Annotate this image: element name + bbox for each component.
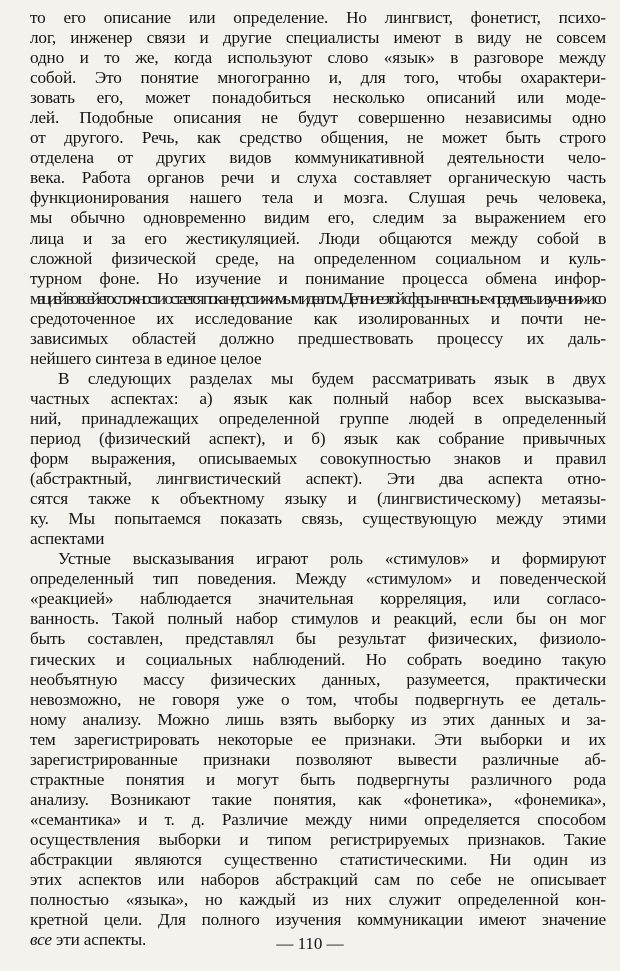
text-line: отделена от других видов коммуникативной деятельности чело- — [30, 148, 606, 168]
text-line: лог, инженер связи и другие специалисты имеют в виду не совсем — [30, 28, 606, 48]
text-line: зовать его, может понадобиться несколько описаний или моде- — [30, 88, 606, 108]
text-line: быть составлен, представлял бы результат физических, физиоло- — [30, 629, 606, 649]
text-line: ний, принадлежащих определенной группе людей в определенный — [30, 408, 606, 428]
text-line: турном фоне. Но изучение и понимание процесса обмена инфор- — [30, 268, 606, 288]
text-line: осуществления выборки и типом регистрируемых признаков. Такие — [30, 829, 606, 849]
text-line: мы обычно одновременно видим его, следим за выражением его — [30, 208, 606, 228]
text-line: «реакцией» наблюдается значительная корреляция, или согласо- — [30, 589, 606, 609]
text-line: необъятную массу физических данных, разумеется, практически — [30, 669, 606, 689]
text-line: от другого. Речь, как средство общения, не может быть строго — [30, 128, 606, 148]
text-line: (абстрактный, лингвистический аспект). Эти два аспекта отно- — [30, 469, 606, 489]
text-line: зависимых областей должно предшествовать процессу их даль- — [30, 328, 606, 348]
text-line: ванность. Такой полный набор стимулов и реакций, если бы он мог — [30, 609, 606, 629]
text-line: мацией во всей его сложности остается пока недостижимым идеалом. Деление этой сферы на частные «предметы изучения» и со- — [30, 288, 606, 308]
text-line: средоточенное их исследование как изолированных и почти не- — [30, 308, 606, 328]
text-line: «семантика» и т. д. Различие между ними определяется способом — [30, 809, 606, 829]
text-line: тем зарегистрировать некоторые ее признаки. Эти выборки и их — [30, 729, 606, 749]
text-line: собой. Это понятие многогранно и, для того, чтобы охарактери- — [30, 68, 606, 88]
paragraph-3 — [30, 549, 606, 950]
text-line: кретной цели. Для полного изучения коммуникации имеют значение — [30, 910, 606, 930]
text-line: полностью «языка», но каждый из них служит определенной кон- — [30, 890, 606, 910]
text-line: ному анализу. Можно лишь взять выборку из этих данных и за- — [30, 709, 606, 729]
text-line: зарегистрированные признаки позволяют вывести различные аб- — [30, 749, 606, 769]
text-line: функционирования нашего тела и мозга. Слушая речь человека, — [30, 188, 606, 208]
text-line: одно и то же, когда используют слово «язык» в разговоре между — [30, 48, 606, 68]
text-line: страктные понятия и могут быть подвергнуты различного рода — [30, 769, 606, 789]
text-line: абстракции являются существенно статистическими. Ни один из — [30, 849, 606, 869]
text-line: лей. Подобные описания не будут совершенно независимы одно — [30, 108, 606, 128]
paragraph-1 — [30, 8, 606, 369]
page-number: — 110 — — [276, 934, 344, 953]
text-line: сложной физической среде, на определенном социальном и куль- — [30, 248, 606, 268]
text-line: века. Работа органов речи и слуха составляет органическую часть — [30, 168, 606, 188]
text-line: частных аспектах: а) язык как полный набор всех высказыва- — [30, 388, 606, 408]
text-line: то его описание или определение. Но лингвист, фонетист, психо- — [30, 8, 606, 27]
text-line: этих аспектов или наборов абстракций сам по себе не описывает — [30, 870, 606, 890]
text-line: сятся также к объектному языку и (лингвистическому) метаязы- — [30, 489, 606, 509]
text-line: анализу. Возникают такие понятия, как «фонетика», «фонемика», — [30, 789, 606, 809]
text-line: лица и за его жестикуляцией. Люди общаются между собой в — [30, 228, 606, 248]
text-fragment: эти аспекты. — [51, 930, 147, 950]
text-line: В следующих разделах мы будем рассматривать язык в двух — [58, 368, 606, 388]
emphasis: все — [30, 930, 52, 950]
text-line: невозможно, не говоря уже о том, чтобы подвергнуть ее деталь- — [30, 689, 606, 709]
text-line: аспектами — [30, 529, 105, 549]
text-line: определенный тип поведения. Между «стимулом» и поведенческой — [30, 569, 606, 589]
text-line: форм выражения, описываемых совокупностью знаков и правил — [30, 449, 606, 469]
text-line: гических и социальных наблюдений. Но собрать воедино такую — [30, 649, 606, 669]
text-line: Устные высказывания играют роль «стимулов» и формируют — [58, 549, 606, 569]
text-line: нейшего синтеза в единое целое — [30, 348, 262, 368]
text-line: ку. Мы попытаемся показать связь, существующую между этими — [30, 509, 606, 529]
paragraph-2 — [30, 369, 606, 549]
text-line: период (физический аспект), и б) язык как собрание привычных — [30, 428, 606, 448]
body-text — [30, 8, 606, 950]
